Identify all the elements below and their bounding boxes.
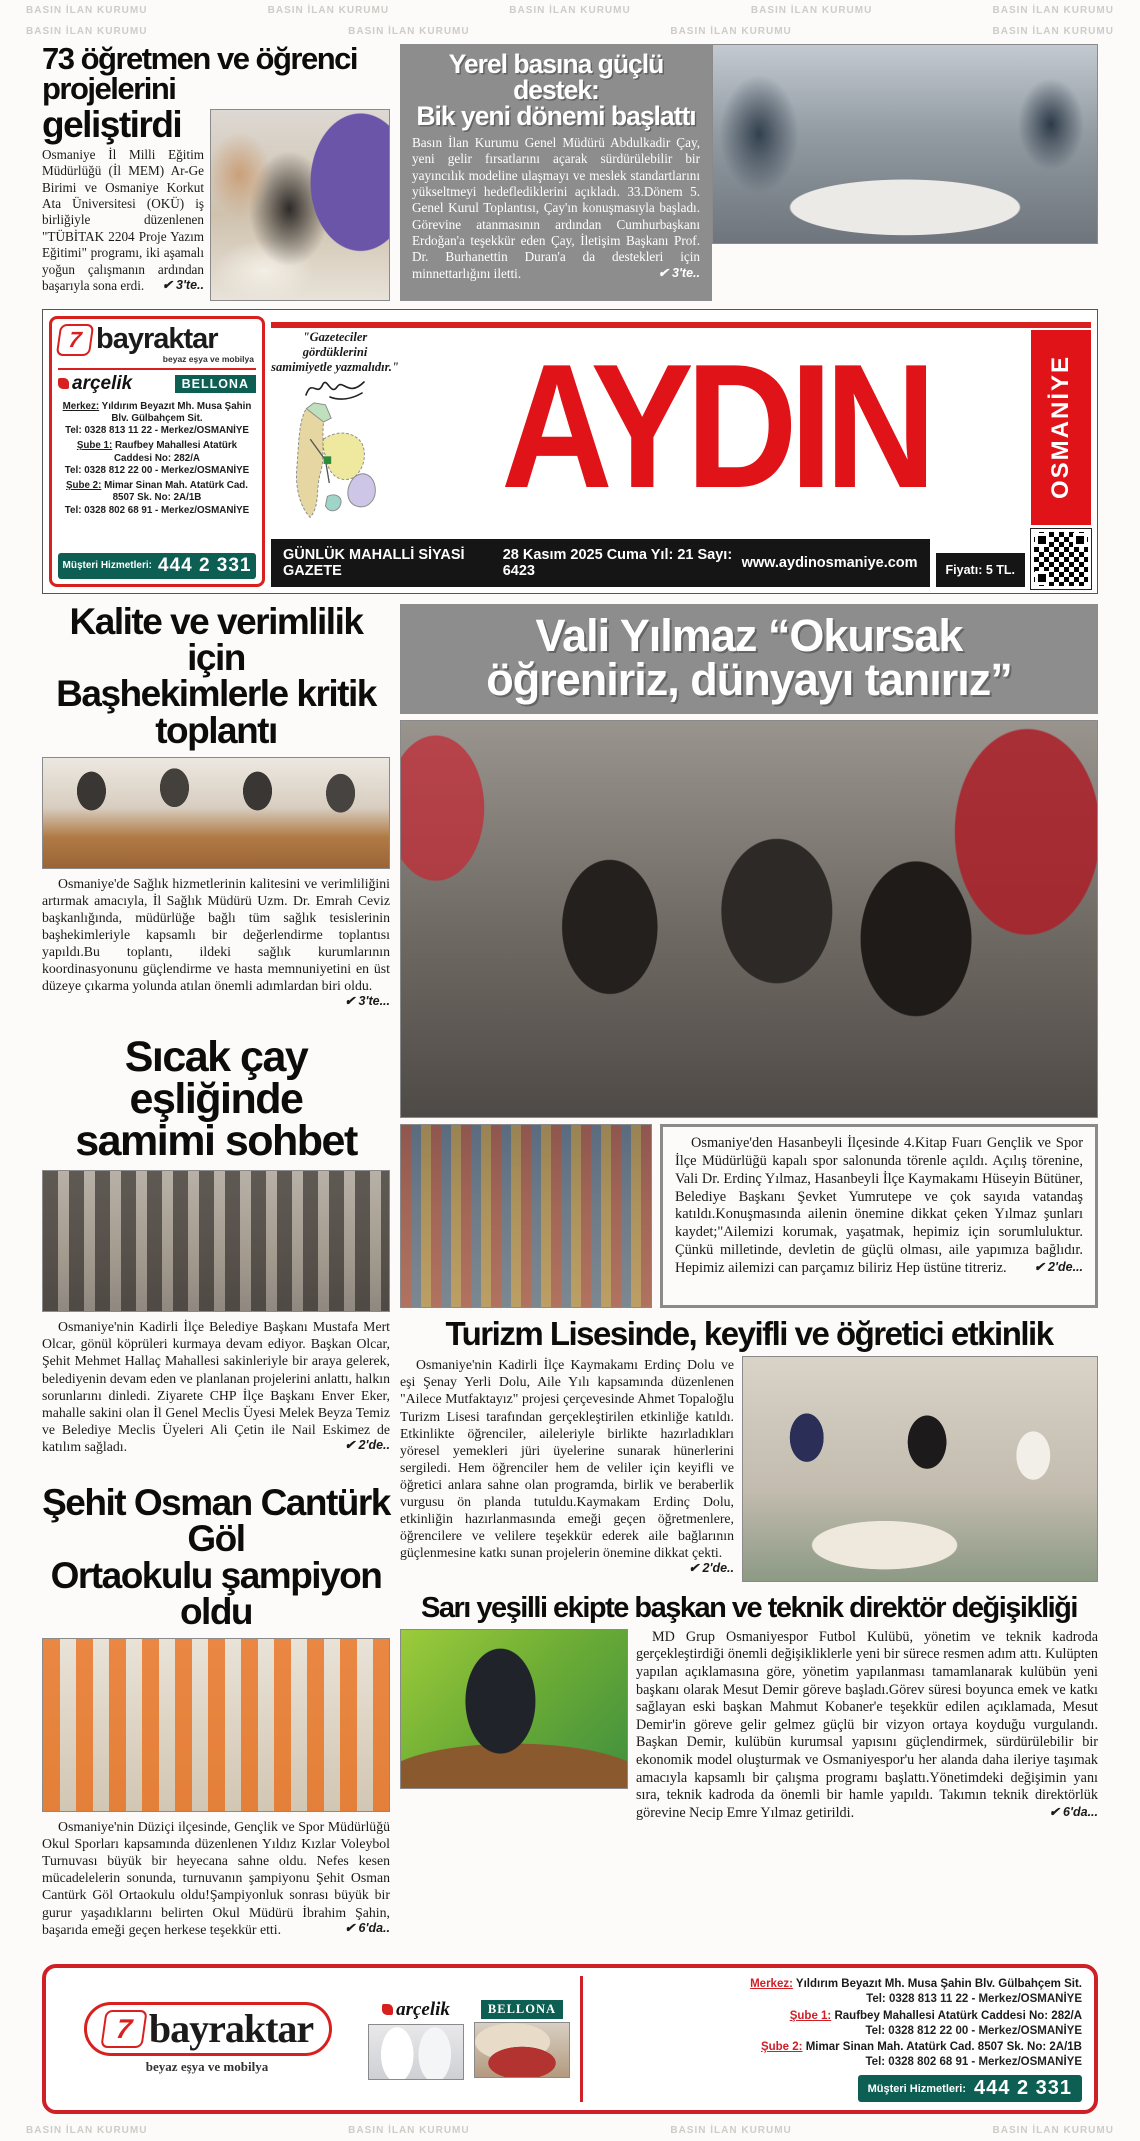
photo-neighborhood-visit [42,1170,390,1312]
photo-health-meeting [42,757,390,869]
article-vali-headline2: öğreniriz, dünyayı tanırız” [486,653,1012,705]
bayraktar-logo-large [58,1976,358,2103]
article-sicak-headline2: samimi sohbet [75,1117,357,1166]
bayraktar-flag-icon: 7 [56,324,94,356]
watermark-text: BASIN İLAN KURUMU [26,5,148,16]
article-sehit-headline: Şehit Osman Cantürk Göl [42,1482,390,1560]
watermark-text: BASIN İLAN KURUMU [26,2125,148,2137]
page-reference: ✔ 3'te.. [162,277,204,292]
bayraktar-tagline: beyaz eşya ve mobilya [145,2058,269,2074]
bayraktar-logo [58,324,256,356]
watermark-text: BASIN İLAN KURUMU [992,2125,1114,2137]
article-bik-textbox [400,44,712,301]
watermark-text: BASIN İLAN KURUMU [750,5,873,16]
article-vali-caption-box [660,1124,1098,1308]
page-reference: ✔ 2'de... [1034,1259,1083,1274]
photo-certificate-ceremony [210,109,390,301]
region-bar [1031,330,1091,525]
page-reference: ✔ 2'de.. [688,1561,734,1576]
article-kalite-headline: Kalite ve verimlilik için [69,600,363,678]
page-reference: ✔ 2'de.. [344,1437,390,1452]
bayraktar-flag-icon: 7 [100,2010,147,2048]
watermark-strip-top [0,0,1140,21]
bayraktar-ad-footer[interactable] [42,1964,1098,2115]
arcelik-icon [382,2004,393,2015]
article-vali-caption: Osmaniye'den Hasanbeyli İlçesinde 4.Kitap Fuarı Gençlik ve Spor İlçe Müdürlüğü kapalı spor salonunda törenle açıldı. Açılış törenine, Vali Dr. Erdinç Yılmaz, Hasanbeyli İlçe Kaymakamı Hüseyin Bütüner, Belediye Başkanı Şevket Yumrutepe ve çok sayıda vatandaş katıldı.Konuşmasında ailenin önemine dikkat çeken Yılmaz şunları kaydet;"Ailemizi korumak, yaşatmak, hepimiz için sorumluluktur. Çünkü milletinde, devletin de güçlü olması, aile yapımıza bağlıdır. Hepimiz ailemizi can parçamız biliriz Hep üstüne titreriz. ✔ 2'de... [675,1134,1083,1276]
page-reference: ✔ 3'te.. [658,265,700,280]
address-sube2: Şube 2: Mimar Sinan Mah. Atatürk Cad. 8507 Sk. No: 2A/1B Tel: 0328 802 68 91 - Merkez/OSMANİYE [760,2041,1082,2069]
watermark-text: BASIN İLAN KURUMU [348,2125,470,2137]
address-sube2: Şube 2: Mimar Sinan Mah. Atatürk Cad. 8507 Sk. No: 2A/1B Tel: 0328 802 68 91 - Merkez/OSMANİYE [64,480,250,516]
price-box: Fiyatı: 5 TL. [936,553,1025,587]
article-kalite [42,600,390,1010]
bayraktar-ad-masthead[interactable] [49,316,265,587]
article-bik-body: Basın İlan Kurumu Genel Müdürü Abdulkadir Çay, yeni gelir fırsatlarını açarak sürdürülebilir bir yayıncılık modeline ulaşmayı ve meslek standartlarını yükseltmeyi hedeflediklerini açıkladı. 33.Dönem 5. Genel Kurul Toplantısı, Çay'ın konuşmasıyla başladı. Görevine atanmasının ardından Cumhurbaşkanı Erdoğan'a teşekkür eden Çay, İletişim Başkanı Prof. Dr. Burhanettin Duran'a da destekleri için minnettarlığını iletti. ✔ 3'te.. [412,134,700,281]
address-merkez: Merkez: Yıldırım Beyazıt Mh. Musa Şahin Blv. Gülbahçem Sit. Tel: 0328 813 11 22 - Merkez/OSMANİYE [62,400,252,437]
bayraktar-brand-name: bayraktar [148,2005,314,2051]
article-sehit-headline2: Ortaokulu şampiyon oldu [50,1554,382,1632]
page-reference: ✔ 6'da.. [344,1920,390,1935]
article-kalite-headline2: Başhekimlerle kritik toplantı [56,673,376,751]
watermark-strip-bottom [0,2120,1140,2141]
article-sehit [42,1482,390,1938]
qr-code [1031,529,1091,589]
photo-club-president [400,1629,628,1789]
masthead [42,309,1098,594]
article-sehit-body: Osmaniye'nin Düziçi ilçesinde, Gençlik ve Spor Müdürlüğü Okul Sporları kapsamında düzenlenen Yıldız Kızlar Voleybol Turnuvası büyük bir heyecana sahne oldu. Nefes kesen mücadelelerin sonunda, turnuvanın şampiyonu Şehit Osman Cantürk Göl Ortaokulu oldu!Şampiyonluk sonrası büyük bir gurur yaşadıklarını belirten Okul Müdürü İbrahim Şahin, başarıda emeği geçen herkese teşekkür etti. ✔ 6'da.. [42,1819,390,1937]
watermark-text: BASIN İLAN KURUMU [992,26,1114,37]
ataturk-signature [300,375,370,401]
osmaniye-map [285,401,385,525]
customer-service-bar: Müşteri Hizmetleri: 444 2 331 [58,553,256,579]
bellona-logo: BELLONA [481,2000,563,2019]
article-tubitak [42,41,390,301]
watermark-text: BASIN İLAN KURUMU [509,5,631,16]
article-kalite-body: Osmaniye'de Sağlık hizmetlerinin kalitesini ve verimliliğini artırmak amacıyla, İl Sağlık Müdürü Uzm. Dr. Emrah Ceviz başkanlığında, müdürlüğe bağlı tüm sağlık tesislerinin başhekimleriyle kapsamlı bir değerlendirme toplantısı yapıldı.Bu toplantı, ildeki sağlık kurumlarının koordinasyonunu güçlendirme ve hasta memnuniyetini en üst düzeye çıkarma yolunda atılan önemli adımlardan biri oldu. ✔ 3'te... [42,875,390,1009]
watermark-text: BASIN İLAN KURUMU [348,26,470,37]
watermark-text: BASIN İLAN KURUMU [26,26,148,37]
photo-appliances [368,2024,464,2080]
article-turizm-headline: Turizm Lisesinde, keyifli ve öğretici etkinlik [445,1314,1053,1352]
watermark-text: BASIN İLAN KURUMU [992,5,1114,16]
photo-turizm-event [742,1356,1098,1582]
top-article-row [42,41,1098,301]
page-reference: ✔ 6'da... [1049,1804,1098,1819]
arcelik-logo: arçelik [58,373,132,395]
article-vali-headline: Vali Yılmaz “Okursak [535,609,963,661]
address-sube1: Şube 1: Raufbey Mahallesi Atatürk Caddesi No: 282/A Tel: 0328 812 22 00 - Merkez/OSMANİYE [789,2009,1082,2037]
red-rule [271,322,1091,328]
photo-furniture [474,2022,570,2078]
article-tubitak-headline: 73 öğretmen ve öğrenci projelerini [42,41,358,107]
region-label: OSMANİYE [1047,355,1074,500]
watermark-text: BASIN İLAN KURUMU [670,2125,792,2137]
left-column [42,600,390,1954]
customer-service-phone: 444 2 331 [974,2077,1072,2100]
article-bik-headline: Yerel basına güçlü destek: [448,49,664,105]
article-sicak-headline: Sıcak çay eşliğinde [124,1032,308,1124]
bellona-logo: BELLONA [175,375,256,393]
footer-addresses [580,1976,1082,2103]
bayraktar-tagline: beyaz eşya ve mobilya [162,353,254,364]
article-sari-body: MD Grup Osmaniyespor Futbol Kulübü, yönetim ve teknik kadroda gerçekleştirdiği önemli değişikliklerle yeni bir sürece resmen adım attı. Kulüpten yapılan açıklamasına göre, yönetim yapılanması tamamlanarak kulübün yeni başkanı olarak Mesut Demir göreve başladı.Görev süresi boyunca emek ve katkı sağlayan eski başkan Mahmut Kobaner'e teşekkür edilen açıklamada, Mesut Demir'in göreve gelir gelmez güçlü bir vizyon ortaya koyduğu vurgulandı. Başkan Demir, kulübün kurumsal yapısını güçlendirmek, sürdürülebilir bir ekonomik model oluşturmak ve Osmaniyespor'u her alanda daha ileriye taşımak amacıyla kapsamlı bir çalışma programı başlattı.Yönetimdeki değişimin yanı sıra, teknik kadroda da önemli bir hamle yapıldı. Takımın teknik direktörlük görevine Necip Emre Yılmaz getirildi. ✔ 6'da... [636,1628,1098,1821]
article-tubitak-body: Osmaniye İl Milli Eğitim Müdürlüğü (İl MEM) Ar-Ge Birimi ve Osmaniye Korkut Ata Üniversitesi (OKÜ) iş birliğiyle düzenlenen "TÜBİTAK 2204 Proje Yazım Eğitimi" programı, iki aşamalı yoğun çalışmanın ardından başarıyla sona erdi. ✔ 3'te.. [42,147,204,293]
photo-book-fair-opening [400,720,1098,1118]
watermark-text: BASIN İLAN KURUMU [267,5,390,16]
right-column [400,604,1098,1823]
page-reference: ✔ 3'te... [344,994,390,1009]
article-vali-headline-box [400,604,1098,714]
website-link[interactable]: www.aydinosmaniye.com [741,554,918,571]
masthead-right [271,316,1091,587]
customer-service-phone: 444 2 331 [157,554,252,576]
article-sari-headline: Sarı yeşilli ekipte başkan ve teknik direktör değişikliği [421,1592,1077,1625]
article-bik-headline2: Bik yeni dönemi başlattı [416,100,696,131]
customer-service-bar: Müşteri Hizmetleri: 444 2 331 [858,2075,1082,2102]
photo-book-fair-stands [400,1124,652,1308]
bayraktar-brand-name: bayraktar [96,323,218,356]
article-sicak [42,1032,390,1455]
watermark-text: BASIN İLAN KURUMU [670,26,792,37]
divider [58,368,256,370]
bellona-section [474,1976,570,2103]
article-sari [400,1629,1098,1823]
arcelik-icon [58,378,69,389]
arcelik-logo: arçelik [382,1999,450,2021]
photo-bik-meeting [712,44,1098,244]
address-sube1: Şube 1: Raufbey Mahallesi Atatürk Caddesi No: 282/A Tel: 0328 812 22 00 - Merkez/OSMANİYE [64,440,250,476]
article-turizm [400,1356,1098,1582]
ataturk-quote: "Gazeteciler gördüklerini samimiyetle yazmalıdır." [271,329,399,374]
publication-type: GÜNLÜK MAHALLİ SİYASİ GAZETE [283,546,465,579]
watermark-strip-top2 [0,21,1140,42]
article-bik [400,44,1098,301]
newspaper-title: AYDIN [501,327,929,525]
arcelik-section [368,1976,464,2103]
publication-info-bar [271,539,930,587]
address-merkez: Merkez: Yıldırım Beyazıt Mh. Musa Şahin Blv. Gülbahçem Sit. Tel: 0328 813 11 22 - Merkez/OSMANİYE [750,1977,1082,2005]
article-sicak-body: Osmaniye'nin Kadirli İlçe Belediye Başkanı Mustafa Mert Olcar, gönül köprüleri kurmaya devam ediyor. Başkan Olcar, Şehit Mehmet Hallaç Mahallesi sakinleriyle bir araya gelerek, belediyenin devam eden ve planlanan projelerini anlattı, halkın sorunlarını dinledi. Ziyarete CHP İlçe Başkanı Enver Eker, mahalle sakini olan İl Genel Meclis Üyesi Melek Beyza Temiz ve Belediye Meclis Üyeleri Ali Çetin ile Nail Eskimez de katılım sağladı. ✔ 2'de.. [42,1319,390,1454]
photo-volleyball-team [42,1638,390,1812]
article-tubitak-headline2: geliştirdi [42,103,182,145]
publication-issue: 28 Kasım 2025 Cuma Yıl: 21 Sayı: 6423 [502,546,733,579]
article-turizm-body: Osmaniye'nin Kadirli İlçe Kaymakamı Erdinç Dolu ve eşi Şenay Yerli Dolu, Aile Yılı kapsamında düzenlenen "Ailece Mutfaktayız" projesi çerçevesinde Ahmet Topaloğlu Turizm Lisesi tarafından gerçekleştirilen etkinliğe katıldı. Etkinlikte öğrenciler, aileleriyle birlikte hazırladıkları yöresel yemekleri jüri üyelerine sunarak hünerlerini sergiledi. Hem öğrenciler hem de veliler için keyifli ve öğretici anlara sahne olan programda, birlik ve beraberlik vurgusu ön planda tutuldu.Kaymakam Erdinç Dolu, etkinliğin hazırlanmasında emeği geçen öğretmenlere, öğrencilere ve velilere teşekkür ederek aile bağlarının güçlenmesine katkı sunan projelerin önemine dikkat çekti. ✔ 2'de.. [400,1357,734,1576]
